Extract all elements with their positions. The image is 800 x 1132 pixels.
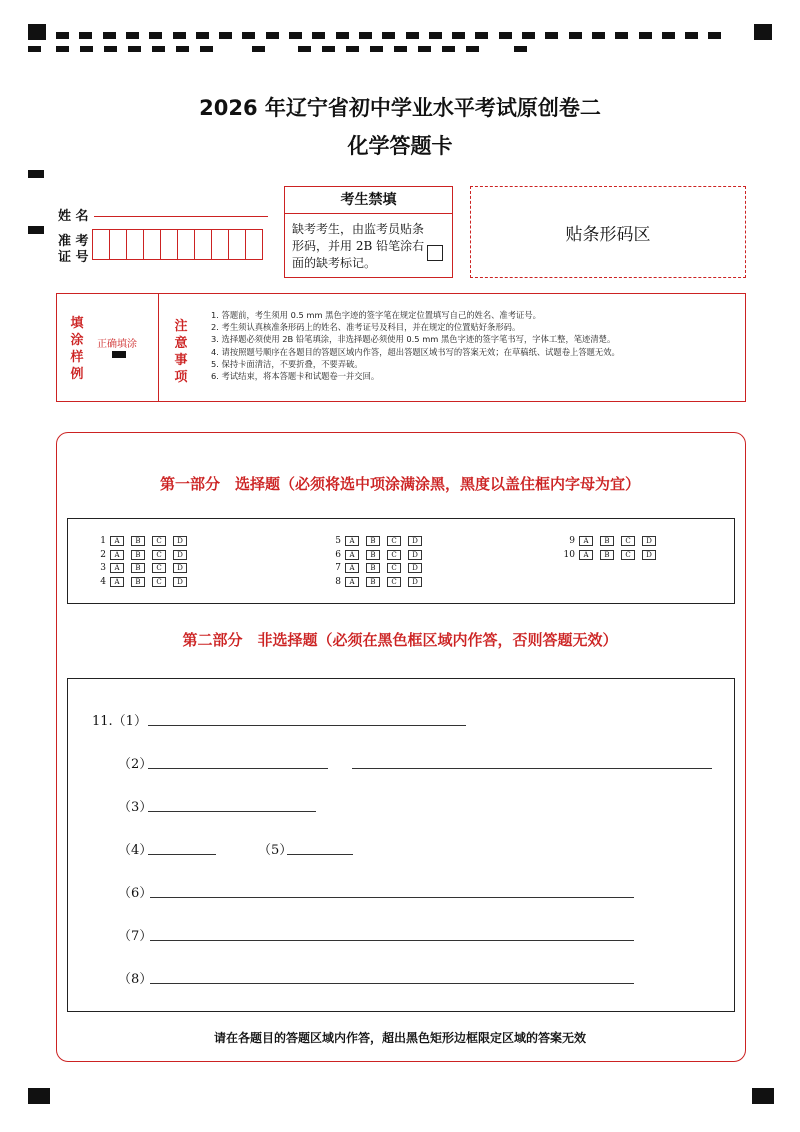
mcq-option-bubble[interactable]: C — [152, 536, 166, 546]
timing-mark — [173, 32, 186, 39]
part1-heading: 第一部分 选择题（必须将选中项涂满涂黑，黑度以盖住框内字母为宜） — [159, 475, 640, 493]
timing-mark — [406, 32, 419, 39]
instructions-divider-1 — [158, 293, 159, 401]
exam-id-digit-box[interactable] — [245, 229, 263, 260]
card-subtitle: 化学答题卡 — [347, 134, 453, 158]
student-no-fill-box — [284, 186, 453, 278]
q11-4-label: （4） — [118, 843, 153, 858]
mcq-option-bubble[interactable]: A — [110, 563, 124, 573]
side-mark-left-2 — [28, 226, 44, 234]
mcq-question-row — [327, 535, 429, 547]
q11-1-line[interactable] — [148, 725, 466, 726]
mcq-question-number: 3 — [100, 563, 106, 573]
mcq-option-bubble[interactable]: C — [152, 550, 166, 560]
timing-mark — [298, 46, 311, 52]
timing-mark — [219, 32, 232, 39]
timing-mark — [370, 46, 383, 52]
note-item: 3. 选择题必须使用 2B 铅笔填涂，非选择题必须使用 0.5 mm 黑色字迹的签字笔书写，字体工整，笔迹清楚。 — [211, 334, 616, 345]
side-mark-left — [28, 170, 44, 178]
timing-mark — [336, 32, 349, 39]
mcq-option-bubble[interactable]: A — [110, 577, 124, 587]
fill-example-label-char: 样 — [70, 350, 84, 365]
exam-id-label-2: 证 号 — [58, 250, 89, 265]
mcq-option-bubble[interactable]: B — [600, 536, 614, 546]
q11-6-line[interactable] — [150, 897, 634, 898]
absent-mark-checkbox[interactable] — [427, 245, 443, 261]
mcq-question-number: 10 — [563, 549, 575, 560]
mcq-option-bubble[interactable]: C — [387, 536, 401, 546]
mcq-option-bubble[interactable]: A — [579, 550, 593, 560]
mcq-option-bubble[interactable]: D — [642, 536, 656, 546]
timing-mark — [149, 32, 162, 39]
timing-mark — [522, 32, 535, 39]
barcode-label: 贴条形码区 — [565, 224, 651, 245]
timing-mark — [442, 46, 455, 52]
q11-7-label: （7） — [118, 929, 153, 944]
mcq-question-row — [561, 535, 663, 547]
timing-mark — [242, 32, 255, 39]
mcq-question-row — [92, 562, 194, 574]
mcq-option-bubble[interactable]: D — [642, 550, 656, 560]
footer-warning: 请在各题目的答题区域内作答，超出黑色矩形边框限定区域的答案无效 — [213, 1031, 586, 1045]
timing-mark — [126, 32, 139, 39]
fill-example-label-char: 填 — [70, 316, 84, 331]
mcq-option-bubble[interactable]: B — [366, 577, 380, 587]
exam-id-digit-box[interactable] — [228, 229, 246, 260]
note-item: 6. 考试结束，将本答题卡和试题卷一并交回。 — [211, 371, 380, 382]
timing-mark — [429, 32, 442, 39]
mcq-option-bubble[interactable]: B — [131, 536, 145, 546]
mcq-option-bubble[interactable]: B — [131, 563, 145, 573]
timing-mark — [499, 32, 512, 39]
mcq-option-bubble[interactable]: C — [621, 536, 635, 546]
mcq-option-bubble[interactable]: D — [408, 536, 422, 546]
barcode-area — [470, 186, 746, 278]
q11-3-line[interactable] — [148, 811, 316, 812]
note-item: 4. 请按照题号顺序在各题目的答题区域内作答，超出答题区域书写的答案无效；在草稿纸、试题卷上答题无效。 — [211, 346, 620, 357]
mcq-option-bubble[interactable]: A — [110, 550, 124, 560]
notes-list — [211, 309, 731, 382]
name-line[interactable] — [94, 216, 268, 217]
timing-mark — [196, 32, 209, 39]
mcq-option-bubble[interactable]: A — [345, 536, 359, 546]
exam-id-digit-box[interactable] — [160, 229, 178, 260]
q11-2-label: （2） — [118, 757, 153, 772]
mcq-option-bubble[interactable]: B — [600, 550, 614, 560]
mcq-option-bubble[interactable]: D — [408, 577, 422, 587]
mcq-option-bubble[interactable]: C — [152, 563, 166, 573]
timing-mark — [128, 46, 141, 52]
fill-example-label-char: 例 — [70, 367, 84, 382]
exam-id-digit-box[interactable] — [126, 229, 144, 260]
mcq-question-row — [327, 576, 429, 588]
mcq-option-bubble[interactable]: A — [579, 536, 593, 546]
timing-mark — [639, 32, 652, 39]
mcq-question-number: 2 — [100, 549, 106, 560]
timing-mark — [592, 32, 605, 39]
mcq-option-bubble[interactable]: C — [387, 577, 401, 587]
exam-title: 2026 年辽宁省初中学业水平考试原创卷二 — [199, 96, 601, 120]
exam-id-digit-box[interactable] — [194, 229, 212, 260]
timing-mark — [346, 46, 359, 52]
timing-mark — [266, 32, 279, 39]
student-no-fill-text: 缺考考生，由监考员贴条形码，并用 2B 铅笔涂右面的缺考标记。 — [292, 222, 425, 270]
free-response-box — [67, 678, 735, 1012]
exam-id-digit-box[interactable] — [211, 229, 229, 260]
mcq-question-row — [92, 549, 194, 561]
mcq-option-bubble[interactable]: D — [173, 550, 187, 560]
mcq-option-bubble[interactable]: D — [173, 563, 187, 573]
q11-2-line-b[interactable] — [352, 768, 712, 769]
mcq-option-bubble[interactable]: D — [408, 550, 422, 560]
corner-mark-br — [752, 1088, 774, 1104]
timing-mark — [312, 32, 325, 39]
mcq-option-bubble[interactable]: A — [345, 563, 359, 573]
timing-mark — [28, 46, 41, 52]
timing-mark — [289, 32, 302, 39]
notes-label-char: 意 — [174, 336, 188, 351]
exam-id-digit-box[interactable] — [143, 229, 161, 260]
mcq-option-bubble[interactable]: C — [152, 577, 166, 587]
correct-fill-label: 正确填涂 — [97, 339, 137, 350]
mcq-option-bubble[interactable]: D — [173, 536, 187, 546]
q11-6-label: （6） — [118, 886, 153, 901]
fill-example-label-char: 涂 — [70, 333, 84, 348]
mcq-question-row — [327, 562, 429, 574]
timing-mark — [176, 46, 189, 52]
timing-mark — [475, 32, 488, 39]
timing-mark — [418, 46, 431, 52]
timing-mark — [569, 32, 582, 39]
name-label: 姓 名 — [58, 209, 89, 224]
student-no-fill-title: 考生禁填 — [285, 187, 452, 214]
mcq-question-number: 9 — [569, 536, 575, 546]
note-item: 2. 考生须认真核准条形码上的姓名、准考证号及科目，并在规定的位置贴好条形码。 — [211, 322, 521, 333]
timing-mark — [200, 46, 213, 52]
q11-8-label: （8） — [118, 972, 153, 987]
notes-label-char: 事 — [174, 353, 188, 368]
exam-id-digit-box[interactable] — [109, 229, 127, 260]
mcq-question-row — [327, 549, 429, 561]
timing-mark — [662, 32, 675, 39]
correct-fill-sample — [112, 351, 126, 358]
mcq-question-number: 4 — [100, 576, 106, 587]
timing-mark — [452, 32, 465, 39]
mcq-option-bubble[interactable]: C — [387, 550, 401, 560]
q11-3-label: （3） — [118, 800, 153, 815]
timing-mark — [152, 46, 165, 52]
exam-id-digit-box[interactable] — [92, 229, 110, 260]
exam-id-label-1: 准 考 — [58, 234, 89, 249]
mcq-option-bubble[interactable]: C — [387, 563, 401, 573]
timing-mark — [382, 32, 395, 39]
notes-label-char: 注 — [174, 319, 188, 334]
exam-id-boxes[interactable] — [92, 229, 262, 259]
mcq-question-number: 6 — [335, 549, 341, 560]
timing-mark — [79, 32, 92, 39]
exam-id-digit-box[interactable] — [177, 229, 195, 260]
mcq-question-number: 1 — [100, 536, 106, 546]
q11-5-line[interactable] — [287, 854, 353, 855]
timing-mark — [615, 32, 628, 39]
timing-mark — [514, 46, 527, 52]
timing-mark — [80, 46, 93, 52]
mcq-question-row — [92, 535, 194, 547]
timing-mark — [56, 46, 69, 52]
mcq-question-row — [92, 576, 194, 588]
timing-mark — [394, 46, 407, 52]
timing-mark — [103, 32, 116, 39]
timing-mark — [104, 46, 117, 52]
mcq-question-number: 8 — [335, 576, 341, 587]
mcq-option-bubble[interactable]: A — [110, 536, 124, 546]
mcq-option-bubble[interactable]: B — [131, 577, 145, 587]
mcq-option-bubble[interactable]: D — [173, 577, 187, 587]
q11-8-line[interactable] — [150, 983, 634, 984]
q11-5-label: （5） — [258, 843, 293, 858]
mcq-option-bubble[interactable]: B — [366, 550, 380, 560]
timing-mark — [685, 32, 698, 39]
corner-mark-bl — [28, 1088, 50, 1104]
q11-1-label: 11.（1） — [92, 714, 147, 729]
mcq-option-bubble[interactable]: A — [345, 550, 359, 560]
mcq-option-bubble[interactable]: D — [408, 563, 422, 573]
mcq-option-bubble[interactable]: B — [366, 536, 380, 546]
mcq-option-bubble[interactable]: B — [366, 563, 380, 573]
timing-mark — [359, 32, 372, 39]
timing-mark — [708, 32, 721, 39]
mcq-question-number: 7 — [335, 563, 341, 573]
mcq-option-bubble[interactable]: B — [131, 550, 145, 560]
timing-mark — [466, 46, 479, 52]
mcq-option-bubble[interactable]: C — [621, 550, 635, 560]
mcq-question-number: 5 — [335, 536, 341, 546]
note-item: 1. 答题前，考生须用 0.5 mm 黑色字迹的签字笔在规定位置填写自己的姓名、准考证号。 — [211, 310, 541, 320]
timing-mark — [545, 32, 558, 39]
mcq-option-bubble[interactable]: A — [345, 577, 359, 587]
notes-label-char: 项 — [174, 370, 188, 385]
timing-mark — [56, 32, 69, 39]
timing-mark — [252, 46, 265, 52]
q11-7-line[interactable] — [150, 940, 634, 941]
timing-mark — [322, 46, 335, 52]
note-item: 5. 保持卡面清洁，不要折叠，不要弄破。 — [211, 358, 363, 369]
mcq-box — [67, 518, 735, 604]
part2-heading: 第二部分 非选择题（必须在黑色框区域内作答，否则答题无效） — [182, 631, 618, 649]
q11-4-line[interactable] — [148, 854, 216, 855]
q11-2-line-a[interactable] — [148, 768, 328, 769]
mcq-question-row — [561, 549, 663, 561]
